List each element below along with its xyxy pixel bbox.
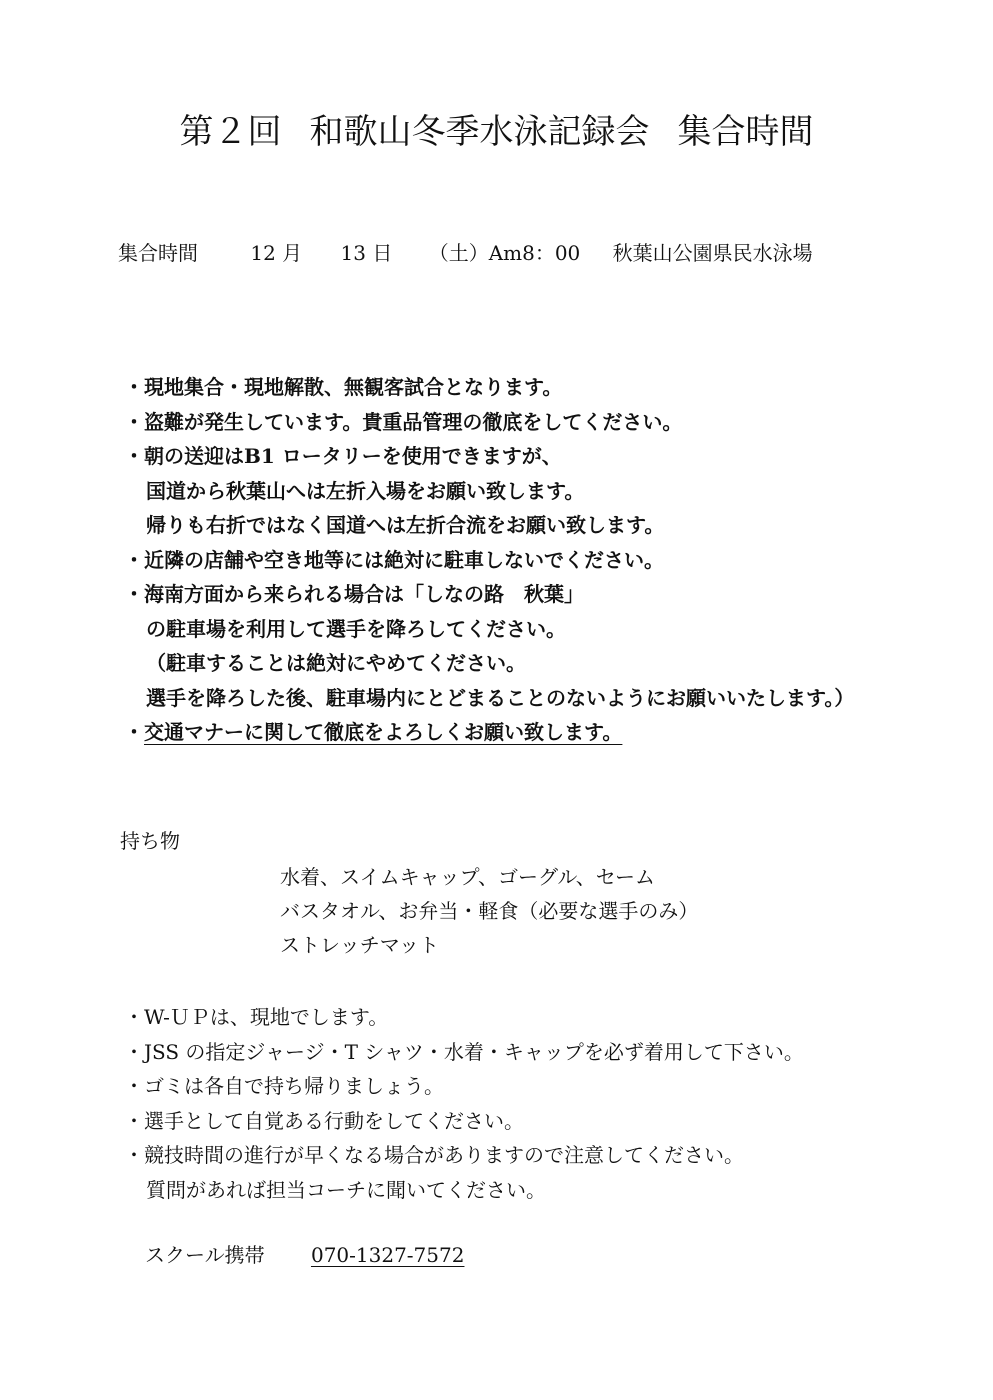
meeting-label: 集合時間 xyxy=(118,241,198,265)
note-line-traffic xyxy=(124,715,854,750)
meeting-time: （土）Am8：00 xyxy=(428,241,581,265)
rule-line: ・JSS の指定ジャージ・T シャツ・水着・キャップを必ず着用して下さい。 xyxy=(124,1039,804,1064)
page-title xyxy=(0,110,993,154)
note-line: 選手を降ろした後、駐車場内にとどまることのないようにお願いいたします。） xyxy=(146,685,855,710)
list-item: 水着、スイムキャップ、ゴーグル、セーム xyxy=(280,865,655,889)
list-item: ストレッチマット xyxy=(280,933,439,957)
list-item: バスタオル、お弁当・軽食（必要な選手のみ） xyxy=(280,899,699,923)
contact-phone-number: 070-1327-7572 xyxy=(310,1243,465,1267)
note-line: ・現地集合・現地解散、無観客試合となります。 xyxy=(124,375,563,399)
rule-line: ・W-ＵＰは、現地でします。 xyxy=(124,1005,389,1029)
note-bullet: ・ xyxy=(124,720,144,744)
contact-label: スクール携帯 xyxy=(145,1243,265,1267)
notes-list xyxy=(124,370,854,750)
traffic-manner-note: 交通マナーに関して徹底をよろしくお願い致します。 xyxy=(144,720,623,744)
note-line: 帰りも右折ではなく国道へは左折合流をお願い致します。 xyxy=(146,513,665,537)
meeting-month: 12 月 xyxy=(250,241,303,265)
rule-line: ・競技時間の進行が早くなる場合がありますので注意してください。 xyxy=(124,1143,744,1167)
note-line: ・朝の送迎はB1 ロータリーを使用できますが、 xyxy=(124,444,562,468)
meeting-day: 13 日 xyxy=(340,241,393,265)
rule-line: 質問があれば担当コーチに聞いてください。 xyxy=(146,1177,546,1202)
items-list xyxy=(280,860,698,962)
contact-info xyxy=(145,1240,464,1270)
note-line: 国道から秋葉山へは左折入場をお願い致します。 xyxy=(146,478,585,503)
items-heading: 持ち物 xyxy=(120,829,180,853)
title-subject: 集合時間 xyxy=(677,112,814,152)
note-line: ・海南方面から来られる場合は「しなの路 秋葉」 xyxy=(124,582,584,606)
note-line: ・盗難が発生しています。貴重品管理の徹底をしてください。 xyxy=(124,409,683,434)
title-event: 和歌山冬季水泳記録会 xyxy=(309,112,650,152)
rule-line: ・ゴミは各自で持ち帰りましょう。 xyxy=(124,1074,444,1098)
note-line: の駐車場を利用して選手を降ろしてください。 xyxy=(146,616,566,641)
meeting-info xyxy=(118,238,813,268)
rules-list xyxy=(124,1000,804,1207)
title-session: 第２回 xyxy=(179,112,282,152)
note-line: （駐車することは絶対にやめてください。 xyxy=(146,651,526,675)
note-line: ・近隣の店舗や空き地等には絶対に駐車しないでください。 xyxy=(124,547,664,572)
meeting-place: 秋葉山公園県民水泳場 xyxy=(612,241,813,265)
rule-line: ・選手として自覚ある行動をしてください。 xyxy=(124,1108,524,1133)
